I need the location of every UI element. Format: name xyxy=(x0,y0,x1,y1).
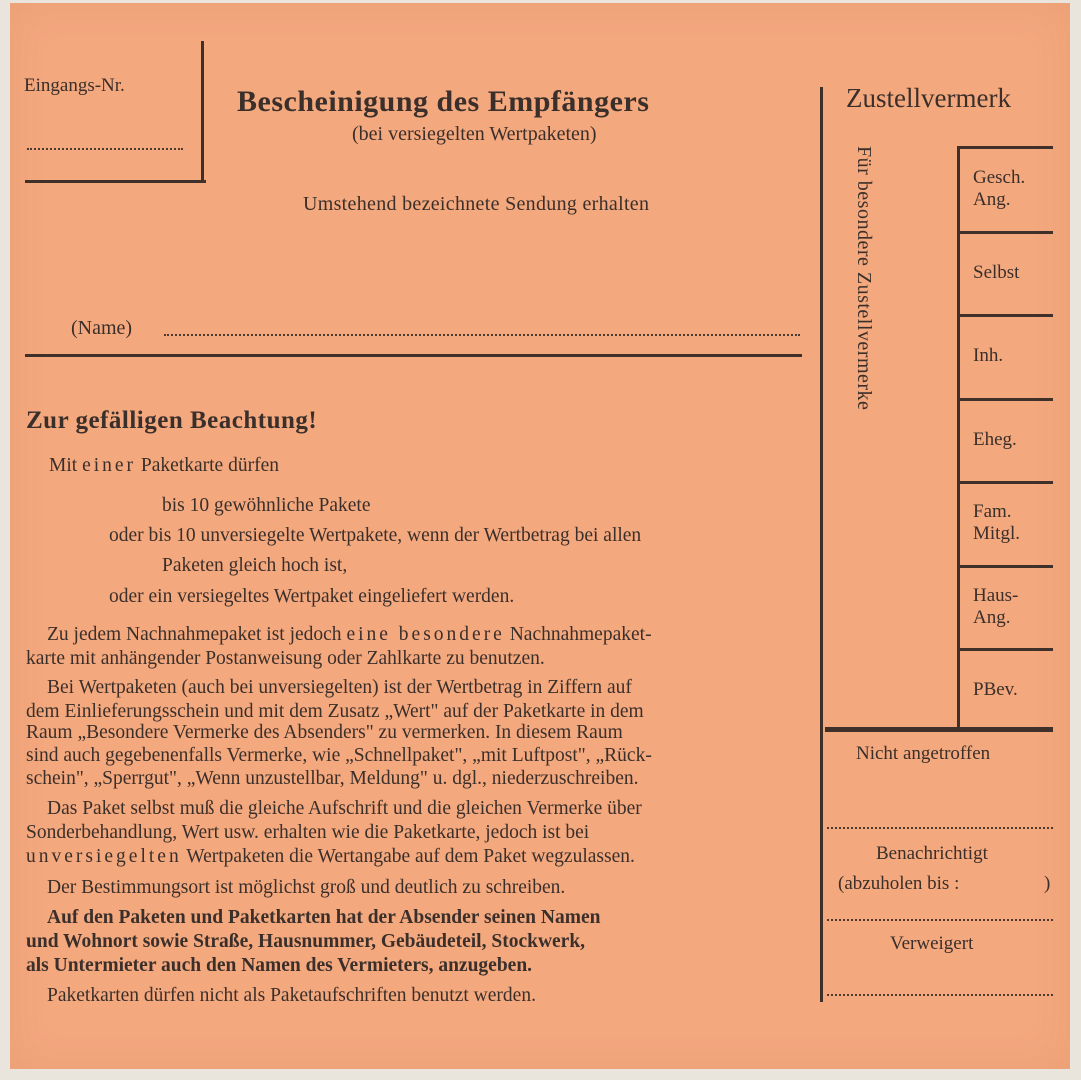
destination-paragraph: Der Bestimmungsort ist möglichst groß und deutlich zu schreiben. xyxy=(47,877,566,898)
notice-line-4: oder ein versiegeltes Wertpaket eingeliefert werden. xyxy=(109,586,515,607)
delivery-cell-line-2: Mitgl. xyxy=(973,523,1020,544)
value-paragraph-line-2: dem Einlieferungsschein und mit dem Zusatz „Wert" auf der Paketkarte in dem xyxy=(26,701,644,722)
cells-top-border xyxy=(957,146,1053,149)
delivery-cell-label[interactable] xyxy=(973,345,1003,367)
name-field[interactable] xyxy=(164,334,800,336)
delivery-cell-line-2: Ang. xyxy=(973,189,1011,210)
delivery-cell-line-1: Inh. xyxy=(973,345,1004,366)
value-paragraph-line-4: sind auch gegebenenfalls Vermerke, wie „Schnellpaket", „mit Luftpost", „Rück- xyxy=(26,745,652,766)
entry-number-label: Eingangs-Nr. xyxy=(24,75,125,96)
delivery-cell-label[interactable] xyxy=(973,501,1020,545)
received-statement: Umstehend bezeichnete Sendung erhalten xyxy=(303,193,650,215)
value-paragraph-line-3: Raum „Besondere Vermerke des Absenders" zu vermerken. In diesem Raum xyxy=(26,722,623,743)
entry-box-right-border xyxy=(201,41,204,181)
entry-box-bottom-border xyxy=(25,180,206,183)
delivery-note-title: Zustellvermerk xyxy=(846,83,1011,113)
delivery-cell-divider xyxy=(960,648,1053,651)
special-delivery-notes-label: Für besondere Zustellvermerke xyxy=(853,146,875,411)
not-found-label: Nicht angetroffen xyxy=(856,743,991,764)
notice-intro xyxy=(49,454,279,478)
cod-text-c: Nachnahmepaket- xyxy=(509,624,652,645)
delivery-cell-divider xyxy=(960,314,1053,317)
parcel-card xyxy=(10,3,1070,1069)
notice-line-2: oder bis 10 unversiegelte Wertpakete, wenn der Wertbetrag bei allen xyxy=(109,525,642,546)
header-divider xyxy=(25,354,802,357)
cod-text-a: Zu jedem Nachnahmepaket ist jedoch xyxy=(47,624,342,645)
pickup-close: ) xyxy=(1044,873,1051,894)
package-paragraph-line-3 xyxy=(26,845,635,869)
delivery-cell-line-2: Ang. xyxy=(973,606,1011,628)
pickup-label: (abzuholen bis : xyxy=(838,873,960,894)
cod-paragraph-line-1 xyxy=(47,623,652,647)
value-paragraph-line-1: Bei Wertpaketen (auch bei unversiegelten) ist der Wertbetrag in Ziffern auf xyxy=(47,677,632,698)
sender-paragraph-line-2: und Wohnort sowie Straße, Hausnummer, Gebäudeteil, Stockwerk, xyxy=(26,931,586,952)
entry-number-field[interactable] xyxy=(27,148,183,150)
delivery-cell-label[interactable] xyxy=(973,585,1018,629)
notice-line-3: Paketen gleich hoch ist, xyxy=(162,555,348,576)
notice-intro-c: Paketkarte dürfen xyxy=(140,455,279,476)
delivery-cell-line-1: Fam. xyxy=(973,501,1012,522)
delivery-cell-label[interactable] xyxy=(973,429,1017,451)
delivery-cell-label[interactable] xyxy=(973,262,1019,284)
sender-paragraph-line-3: als Untermieter auch den Namen des Vermieters, anzugeben. xyxy=(26,955,533,976)
delivery-cell-label[interactable] xyxy=(973,679,1018,701)
package-text-a: unversiegelten xyxy=(26,846,182,867)
value-paragraph-line-5: schein", „Sperrgut", „Wenn unzustellbar, Meldung" u. dgl., niederzuschreiben. xyxy=(26,768,639,789)
delivery-cell-line-1: Gesch. xyxy=(973,167,1026,188)
certificate-title: Bescheinigung des Empfängers xyxy=(237,85,650,118)
refused-field[interactable] xyxy=(827,994,1053,996)
delivery-cell-divider xyxy=(960,565,1053,568)
certificate-subtitle: (bei versiegelten Wertpaketen) xyxy=(352,123,597,145)
delivery-cell-label[interactable] xyxy=(973,167,1025,211)
label-paragraph: Paketkarten dürfen nicht als Paketaufschriften benutzt werden. xyxy=(47,985,536,1006)
notified-field[interactable] xyxy=(827,919,1053,921)
right-column-divider xyxy=(820,87,823,1002)
cells-bottom-border xyxy=(825,727,1053,732)
delivery-cell-divider xyxy=(960,398,1053,401)
delivery-cell-line-1: PBev. xyxy=(973,679,1018,700)
refused-label: Verweigert xyxy=(890,933,974,954)
notice-heading: Zur gefälligen Beachtung! xyxy=(26,407,318,434)
notified-label: Benachrichtigt xyxy=(876,843,988,864)
cod-text-b: eine besondere xyxy=(346,624,505,645)
sender-paragraph-line-1: Auf den Paketen und Paketkarten hat der Absender seinen Namen xyxy=(47,907,601,928)
delivery-cell-line-1: Haus- xyxy=(973,584,1019,606)
delivery-cell-line-1: Eheg. xyxy=(973,428,1017,450)
notice-intro-b: einer xyxy=(82,455,137,476)
name-label: (Name) xyxy=(71,317,133,339)
notice-intro-a: Mit xyxy=(49,455,78,476)
delivery-cell-divider xyxy=(960,231,1053,234)
package-paragraph-line-2: Sonderbehandlung, Wert usw. erhalten wie die Paketkarte, jedoch ist bei xyxy=(26,822,590,843)
package-text-b: Wertpaketen die Wertangabe auf dem Paket wegzulassen. xyxy=(186,846,635,867)
package-paragraph-line-1: Das Paket selbst muß die gleiche Aufschrift und die gleichen Vermerke über xyxy=(47,798,642,819)
cod-paragraph-line-2: karte mit anhängender Postanweisung oder Zahlkarte zu benutzen. xyxy=(26,648,545,669)
delivery-cell-divider xyxy=(960,481,1053,484)
notice-line-1: bis 10 gewöhnliche Pakete xyxy=(162,495,371,516)
delivery-cell-line-1: Selbst xyxy=(973,261,1020,283)
not-found-field[interactable] xyxy=(827,827,1053,829)
